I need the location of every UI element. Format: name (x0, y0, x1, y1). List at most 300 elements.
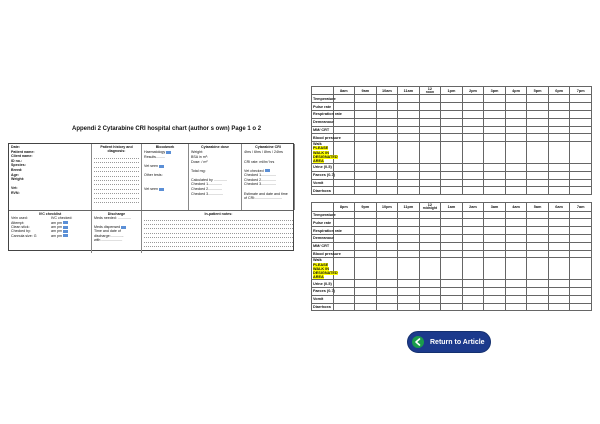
observation-cell[interactable] (462, 179, 484, 187)
observation-cell[interactable] (527, 280, 549, 288)
observation-cell[interactable] (505, 280, 527, 288)
observation-cell[interactable] (376, 118, 398, 126)
observation-cell[interactable] (570, 219, 592, 227)
observation-cell[interactable] (462, 250, 484, 258)
observation-cell[interactable] (441, 235, 463, 243)
observation-cell[interactable] (376, 303, 398, 311)
time-label: 3am (490, 204, 499, 209)
observation-cell[interactable] (398, 179, 420, 187)
observation-cell[interactable] (376, 111, 398, 119)
observation-cell[interactable] (355, 179, 377, 187)
observation-cell[interactable] (505, 242, 527, 250)
observation-cell[interactable] (570, 280, 592, 288)
observation-cell[interactable] (398, 250, 420, 258)
observation-cell[interactable] (462, 242, 484, 250)
observation-cell[interactable] (419, 95, 441, 103)
observation-cell[interactable] (570, 211, 592, 219)
observation-cell[interactable] (527, 126, 549, 134)
observation-cell[interactable] (398, 303, 420, 311)
observation-cell[interactable] (484, 134, 506, 142)
time-label: 11am (403, 88, 414, 93)
form-line-text: Checked 1............... (244, 173, 277, 178)
observation-cell[interactable] (419, 250, 441, 258)
observation-cell[interactable] (376, 250, 398, 258)
observation-cell[interactable] (419, 103, 441, 111)
observation-cell[interactable] (548, 288, 570, 296)
observation-cell[interactable] (505, 288, 527, 296)
observation-cell[interactable] (527, 179, 549, 187)
observation-cell[interactable] (462, 103, 484, 111)
param-label (312, 142, 338, 164)
observation-cell[interactable] (484, 295, 506, 303)
observation-cell[interactable] (462, 164, 484, 172)
observation-cell[interactable] (376, 219, 398, 227)
observation-cell[interactable] (548, 295, 570, 303)
observation-cell[interactable] (376, 134, 398, 142)
observation-cell[interactable] (527, 227, 549, 235)
observation-cell[interactable] (505, 235, 527, 243)
observation-cell[interactable] (441, 134, 463, 142)
observation-cell[interactable] (484, 118, 506, 126)
param-label (312, 171, 334, 179)
observation-cell[interactable] (548, 227, 570, 235)
observation-cell[interactable] (419, 303, 441, 311)
form-line-text: Vet checked (244, 168, 264, 173)
observation-cell[interactable] (419, 171, 441, 179)
observation-cell[interactable] (570, 95, 592, 103)
observation-cell[interactable] (462, 111, 484, 119)
observation-cell[interactable] (570, 295, 592, 303)
observation-cell[interactable] (333, 303, 355, 311)
observation-cell[interactable] (548, 250, 570, 258)
observation-cell[interactable] (441, 303, 463, 311)
observation-cell[interactable] (462, 118, 484, 126)
observation-cell[interactable] (441, 142, 463, 164)
observation-cell[interactable] (333, 95, 355, 103)
observation-cell[interactable] (570, 103, 592, 111)
observation-cell[interactable] (527, 288, 549, 296)
observation-cell[interactable] (570, 235, 592, 243)
observation-cell[interactable] (398, 142, 420, 164)
table-row (312, 111, 592, 119)
observation-cell[interactable] (527, 219, 549, 227)
observation-cell[interactable] (419, 118, 441, 126)
observation-cell[interactable] (484, 142, 506, 164)
observation-cell[interactable] (419, 187, 441, 195)
observation-cell[interactable] (333, 211, 355, 219)
observation-cell[interactable] (484, 187, 506, 195)
checkbox[interactable] (159, 188, 164, 191)
observation-cell[interactable] (548, 219, 570, 227)
observation-cell[interactable] (398, 288, 420, 296)
observation-cell[interactable] (548, 171, 570, 179)
observation-cell[interactable] (548, 211, 570, 219)
observation-cell[interactable] (441, 164, 463, 172)
observation-cell[interactable] (527, 235, 549, 243)
observation-cell[interactable] (548, 103, 570, 111)
observation-cell[interactable] (570, 134, 592, 142)
observation-cell[interactable] (505, 171, 527, 179)
observation-cell[interactable] (570, 288, 592, 296)
observation-cell[interactable] (419, 258, 441, 280)
observation-cell[interactable] (333, 126, 355, 134)
observation-cell[interactable] (462, 280, 484, 288)
observation-cell[interactable] (398, 171, 420, 179)
observation-cell[interactable] (398, 211, 420, 219)
observation-cell[interactable] (419, 288, 441, 296)
observation-cell[interactable] (441, 171, 463, 179)
table-row (312, 295, 592, 303)
table-row (312, 280, 592, 288)
observation-cell[interactable] (376, 179, 398, 187)
observation-cell[interactable] (333, 258, 355, 280)
observation-cell[interactable] (376, 258, 398, 280)
table-row (312, 288, 592, 296)
checkbox[interactable] (121, 226, 126, 229)
observation-cell[interactable] (333, 235, 355, 243)
observation-cell[interactable] (376, 171, 398, 179)
observation-cell[interactable] (355, 126, 377, 134)
observation-cell[interactable] (548, 142, 570, 164)
observation-cell[interactable] (548, 303, 570, 311)
param-label (312, 111, 342, 119)
observation-cell[interactable] (398, 126, 420, 134)
observation-cell[interactable] (441, 258, 463, 280)
observation-cell[interactable] (355, 118, 377, 126)
observation-cell[interactable] (376, 103, 398, 111)
observation-cell[interactable] (419, 211, 441, 219)
observation-cell[interactable] (570, 171, 592, 179)
observation-cell[interactable] (462, 95, 484, 103)
checkbox[interactable] (63, 221, 68, 224)
observation-cell[interactable] (398, 118, 420, 126)
observation-cell[interactable] (505, 134, 527, 142)
observation-cell[interactable] (548, 126, 570, 134)
observation-cell[interactable] (441, 118, 463, 126)
observation-cell[interactable] (398, 187, 420, 195)
observation-cell[interactable] (355, 288, 377, 296)
checkbox[interactable] (63, 226, 68, 229)
observation-cell[interactable] (398, 164, 420, 172)
observation-cell[interactable] (462, 126, 484, 134)
observation-cell[interactable] (355, 211, 377, 219)
observation-cell[interactable] (376, 242, 398, 250)
observation-cell[interactable] (355, 134, 377, 142)
observation-cell[interactable] (548, 164, 570, 172)
observation-cell[interactable] (333, 242, 355, 250)
observation-cell[interactable] (333, 171, 355, 179)
observation-cell[interactable] (505, 118, 527, 126)
observation-cell[interactable] (527, 134, 549, 142)
checkbox[interactable] (159, 165, 164, 168)
observation-cell[interactable] (355, 171, 377, 179)
observation-cell[interactable] (484, 250, 506, 258)
observation-cell[interactable] (484, 111, 506, 119)
observation-cell[interactable] (419, 179, 441, 187)
observation-cell[interactable] (484, 219, 506, 227)
observation-cell[interactable] (355, 258, 377, 280)
observation-cell[interactable] (376, 211, 398, 219)
form-line-text: Time and date of (94, 229, 121, 234)
observation-cell[interactable] (355, 303, 377, 311)
observation-cell[interactable] (441, 179, 463, 187)
observation-cell[interactable] (570, 126, 592, 134)
observation-cell[interactable] (505, 295, 527, 303)
observation-cell[interactable] (570, 118, 592, 126)
observation-cell[interactable] (505, 103, 527, 111)
observation-cell[interactable] (355, 187, 377, 195)
observation-cell[interactable] (333, 295, 355, 303)
observation-cell[interactable] (376, 95, 398, 103)
observation-cell[interactable] (419, 111, 441, 119)
observation-cell[interactable] (462, 134, 484, 142)
observation-cell[interactable] (398, 227, 420, 235)
observation-cell[interactable] (355, 142, 377, 164)
observation-cell[interactable] (548, 187, 570, 195)
observation-cell[interactable] (505, 303, 527, 311)
observation-cell[interactable] (355, 164, 377, 172)
observation-cell[interactable] (527, 142, 549, 164)
observation-cell[interactable] (398, 258, 420, 280)
cytarabine-cri-section (242, 144, 295, 210)
observation-cell[interactable] (570, 242, 592, 250)
observation-cell[interactable] (570, 142, 592, 164)
observation-cell[interactable] (419, 126, 441, 134)
observation-cell[interactable] (462, 171, 484, 179)
observation-cell[interactable] (333, 280, 355, 288)
observation-cell[interactable] (570, 303, 592, 311)
walk-area-highlight: PLEASE WALK IN DESIGNATED AREA (313, 146, 338, 163)
form-line-text: ID no.: (11, 158, 23, 163)
observation-cell[interactable] (484, 303, 506, 311)
observation-cell[interactable] (419, 295, 441, 303)
observation-cell[interactable] (441, 211, 463, 219)
observation-cell[interactable] (548, 179, 570, 187)
observation-cell[interactable] (355, 227, 377, 235)
observation-cell[interactable] (398, 103, 420, 111)
observation-cell[interactable] (376, 164, 398, 172)
observation-cell[interactable] (570, 258, 592, 280)
observation-cell[interactable] (505, 211, 527, 219)
observation-cell[interactable] (419, 280, 441, 288)
observation-cell[interactable] (462, 227, 484, 235)
observation-cell[interactable] (398, 295, 420, 303)
observation-cell[interactable] (333, 219, 355, 227)
observation-cell[interactable] (570, 111, 592, 119)
observation-cell[interactable] (441, 250, 463, 258)
observation-cell[interactable] (333, 142, 355, 164)
observation-cell[interactable] (484, 179, 506, 187)
observation-cell[interactable] (398, 134, 420, 142)
observation-cell[interactable] (484, 227, 506, 235)
observation-cell[interactable] (333, 288, 355, 296)
observation-cell[interactable] (505, 142, 527, 164)
observation-cell[interactable] (376, 295, 398, 303)
observation-cell[interactable] (462, 142, 484, 164)
param-text: Blood pressure (313, 252, 341, 257)
observation-cell[interactable] (527, 258, 549, 280)
checkbox[interactable] (63, 234, 68, 237)
observation-cell[interactable] (355, 235, 377, 243)
observation-cell[interactable] (570, 227, 592, 235)
observation-cell[interactable] (355, 111, 377, 119)
chart-title: Appendi 2 Cytarabine CRI hospital chart (author s own) Page 1 o 2 (72, 126, 262, 132)
observation-cell[interactable] (462, 295, 484, 303)
form-line-text: Patient name: (11, 149, 35, 154)
observation-cell[interactable] (333, 187, 355, 195)
observation-cell[interactable] (548, 111, 570, 119)
observation-cell[interactable] (527, 242, 549, 250)
checkbox[interactable] (265, 169, 270, 172)
observation-cell[interactable] (398, 280, 420, 288)
observation-cell[interactable] (355, 280, 377, 288)
observation-cell[interactable] (484, 126, 506, 134)
observation-cell[interactable] (376, 142, 398, 164)
observation-cell[interactable] (548, 280, 570, 288)
observation-cell[interactable] (333, 179, 355, 187)
observation-cell[interactable] (570, 164, 592, 172)
form-line-text: Checked 3............... (191, 191, 224, 196)
inpatient-notes-section (142, 211, 295, 253)
observation-cell[interactable] (548, 118, 570, 126)
observation-cell[interactable] (376, 280, 398, 288)
observation-cell[interactable] (419, 142, 441, 164)
observation-cell[interactable] (484, 171, 506, 179)
form-line-text: Species: (11, 163, 26, 168)
observation-cell[interactable] (333, 118, 355, 126)
observation-cell[interactable] (462, 219, 484, 227)
observation-cell[interactable] (505, 187, 527, 195)
observation-cell[interactable] (527, 211, 549, 219)
table-row (312, 118, 592, 126)
observation-cell[interactable] (527, 111, 549, 119)
param-text: Respiration rate (313, 228, 342, 233)
observation-cell[interactable] (462, 288, 484, 296)
observation-cell[interactable] (527, 187, 549, 195)
observation-cell[interactable] (441, 280, 463, 288)
observation-cell[interactable] (419, 227, 441, 235)
observation-cell[interactable] (355, 242, 377, 250)
observation-cell[interactable] (505, 164, 527, 172)
observation-cell[interactable] (441, 187, 463, 195)
observation-cell[interactable] (484, 235, 506, 243)
observation-cell[interactable] (355, 295, 377, 303)
observation-cell[interactable] (548, 242, 570, 250)
checkbox[interactable] (166, 151, 171, 154)
observation-cell[interactable] (441, 126, 463, 134)
return-to-article-button[interactable] (407, 331, 491, 353)
observation-cell[interactable] (441, 103, 463, 111)
observation-cell[interactable] (398, 95, 420, 103)
observation-cell[interactable] (441, 95, 463, 103)
observation-cell[interactable] (398, 111, 420, 119)
time-header (484, 203, 506, 211)
observation-cell[interactable] (527, 303, 549, 311)
observation-cell[interactable] (441, 227, 463, 235)
observation-cell[interactable] (570, 250, 592, 258)
observation-cell[interactable] (505, 227, 527, 235)
observation-cell[interactable] (398, 219, 420, 227)
observation-cell[interactable] (484, 242, 506, 250)
observation-cell[interactable] (527, 103, 549, 111)
observation-cell[interactable] (333, 103, 355, 111)
observation-cell[interactable] (548, 235, 570, 243)
observation-cell[interactable] (462, 187, 484, 195)
observation-cell[interactable] (462, 235, 484, 243)
observation-cell[interactable] (484, 280, 506, 288)
observation-cell[interactable] (441, 295, 463, 303)
observation-cell[interactable] (419, 164, 441, 172)
observation-cell[interactable] (505, 126, 527, 134)
observation-cell[interactable] (505, 95, 527, 103)
observation-cell[interactable] (441, 111, 463, 119)
observation-cell[interactable] (527, 171, 549, 179)
observation-cell[interactable] (527, 164, 549, 172)
observation-cell[interactable] (419, 219, 441, 227)
observation-cell[interactable] (441, 288, 463, 296)
observation-cell[interactable] (505, 179, 527, 187)
observation-cell[interactable] (376, 227, 398, 235)
observation-cell[interactable] (419, 134, 441, 142)
observation-cell[interactable] (441, 242, 463, 250)
observation-cell[interactable] (527, 295, 549, 303)
observation-cell[interactable] (376, 235, 398, 243)
form-line-text: Other tests: (144, 173, 163, 178)
observation-cell[interactable] (355, 250, 377, 258)
observation-cell[interactable] (570, 187, 592, 195)
observation-cell[interactable] (355, 219, 377, 227)
observation-cell[interactable] (484, 95, 506, 103)
observation-cell[interactable] (355, 103, 377, 111)
observation-cell[interactable] (570, 179, 592, 187)
observation-cell[interactable] (548, 134, 570, 142)
observation-cell[interactable] (376, 288, 398, 296)
observation-cell[interactable] (419, 242, 441, 250)
observation-cell[interactable] (484, 103, 506, 111)
observation-cell[interactable] (462, 303, 484, 311)
observation-cell[interactable] (333, 164, 355, 172)
observation-cell[interactable] (484, 211, 506, 219)
observation-cell[interactable] (462, 211, 484, 219)
table-row (312, 211, 592, 219)
observation-cell[interactable] (376, 126, 398, 134)
observation-cell[interactable] (505, 250, 527, 258)
observation-cell[interactable] (355, 95, 377, 103)
observation-cell[interactable] (505, 258, 527, 280)
observation-cell[interactable] (505, 219, 527, 227)
observation-cell[interactable] (527, 118, 549, 126)
observation-cell[interactable] (527, 250, 549, 258)
observation-cell[interactable] (441, 219, 463, 227)
observation-cell[interactable] (527, 95, 549, 103)
observation-cell[interactable] (376, 187, 398, 195)
observation-cell[interactable] (548, 258, 570, 280)
param-label (312, 134, 341, 142)
param-text: Diarrhoea (313, 305, 331, 310)
observation-cell[interactable] (398, 242, 420, 250)
observation-cell[interactable] (484, 258, 506, 280)
observation-cell[interactable] (462, 258, 484, 280)
observation-cell[interactable] (548, 95, 570, 103)
observation-cell[interactable] (484, 288, 506, 296)
observation-cell[interactable] (484, 164, 506, 172)
form-line-text: Haematology (144, 150, 166, 155)
observation-cell[interactable] (505, 111, 527, 119)
patient-history-section (92, 144, 142, 210)
observation-cell[interactable] (419, 235, 441, 243)
observation-cell[interactable] (398, 235, 420, 243)
checkbox[interactable] (63, 230, 68, 233)
